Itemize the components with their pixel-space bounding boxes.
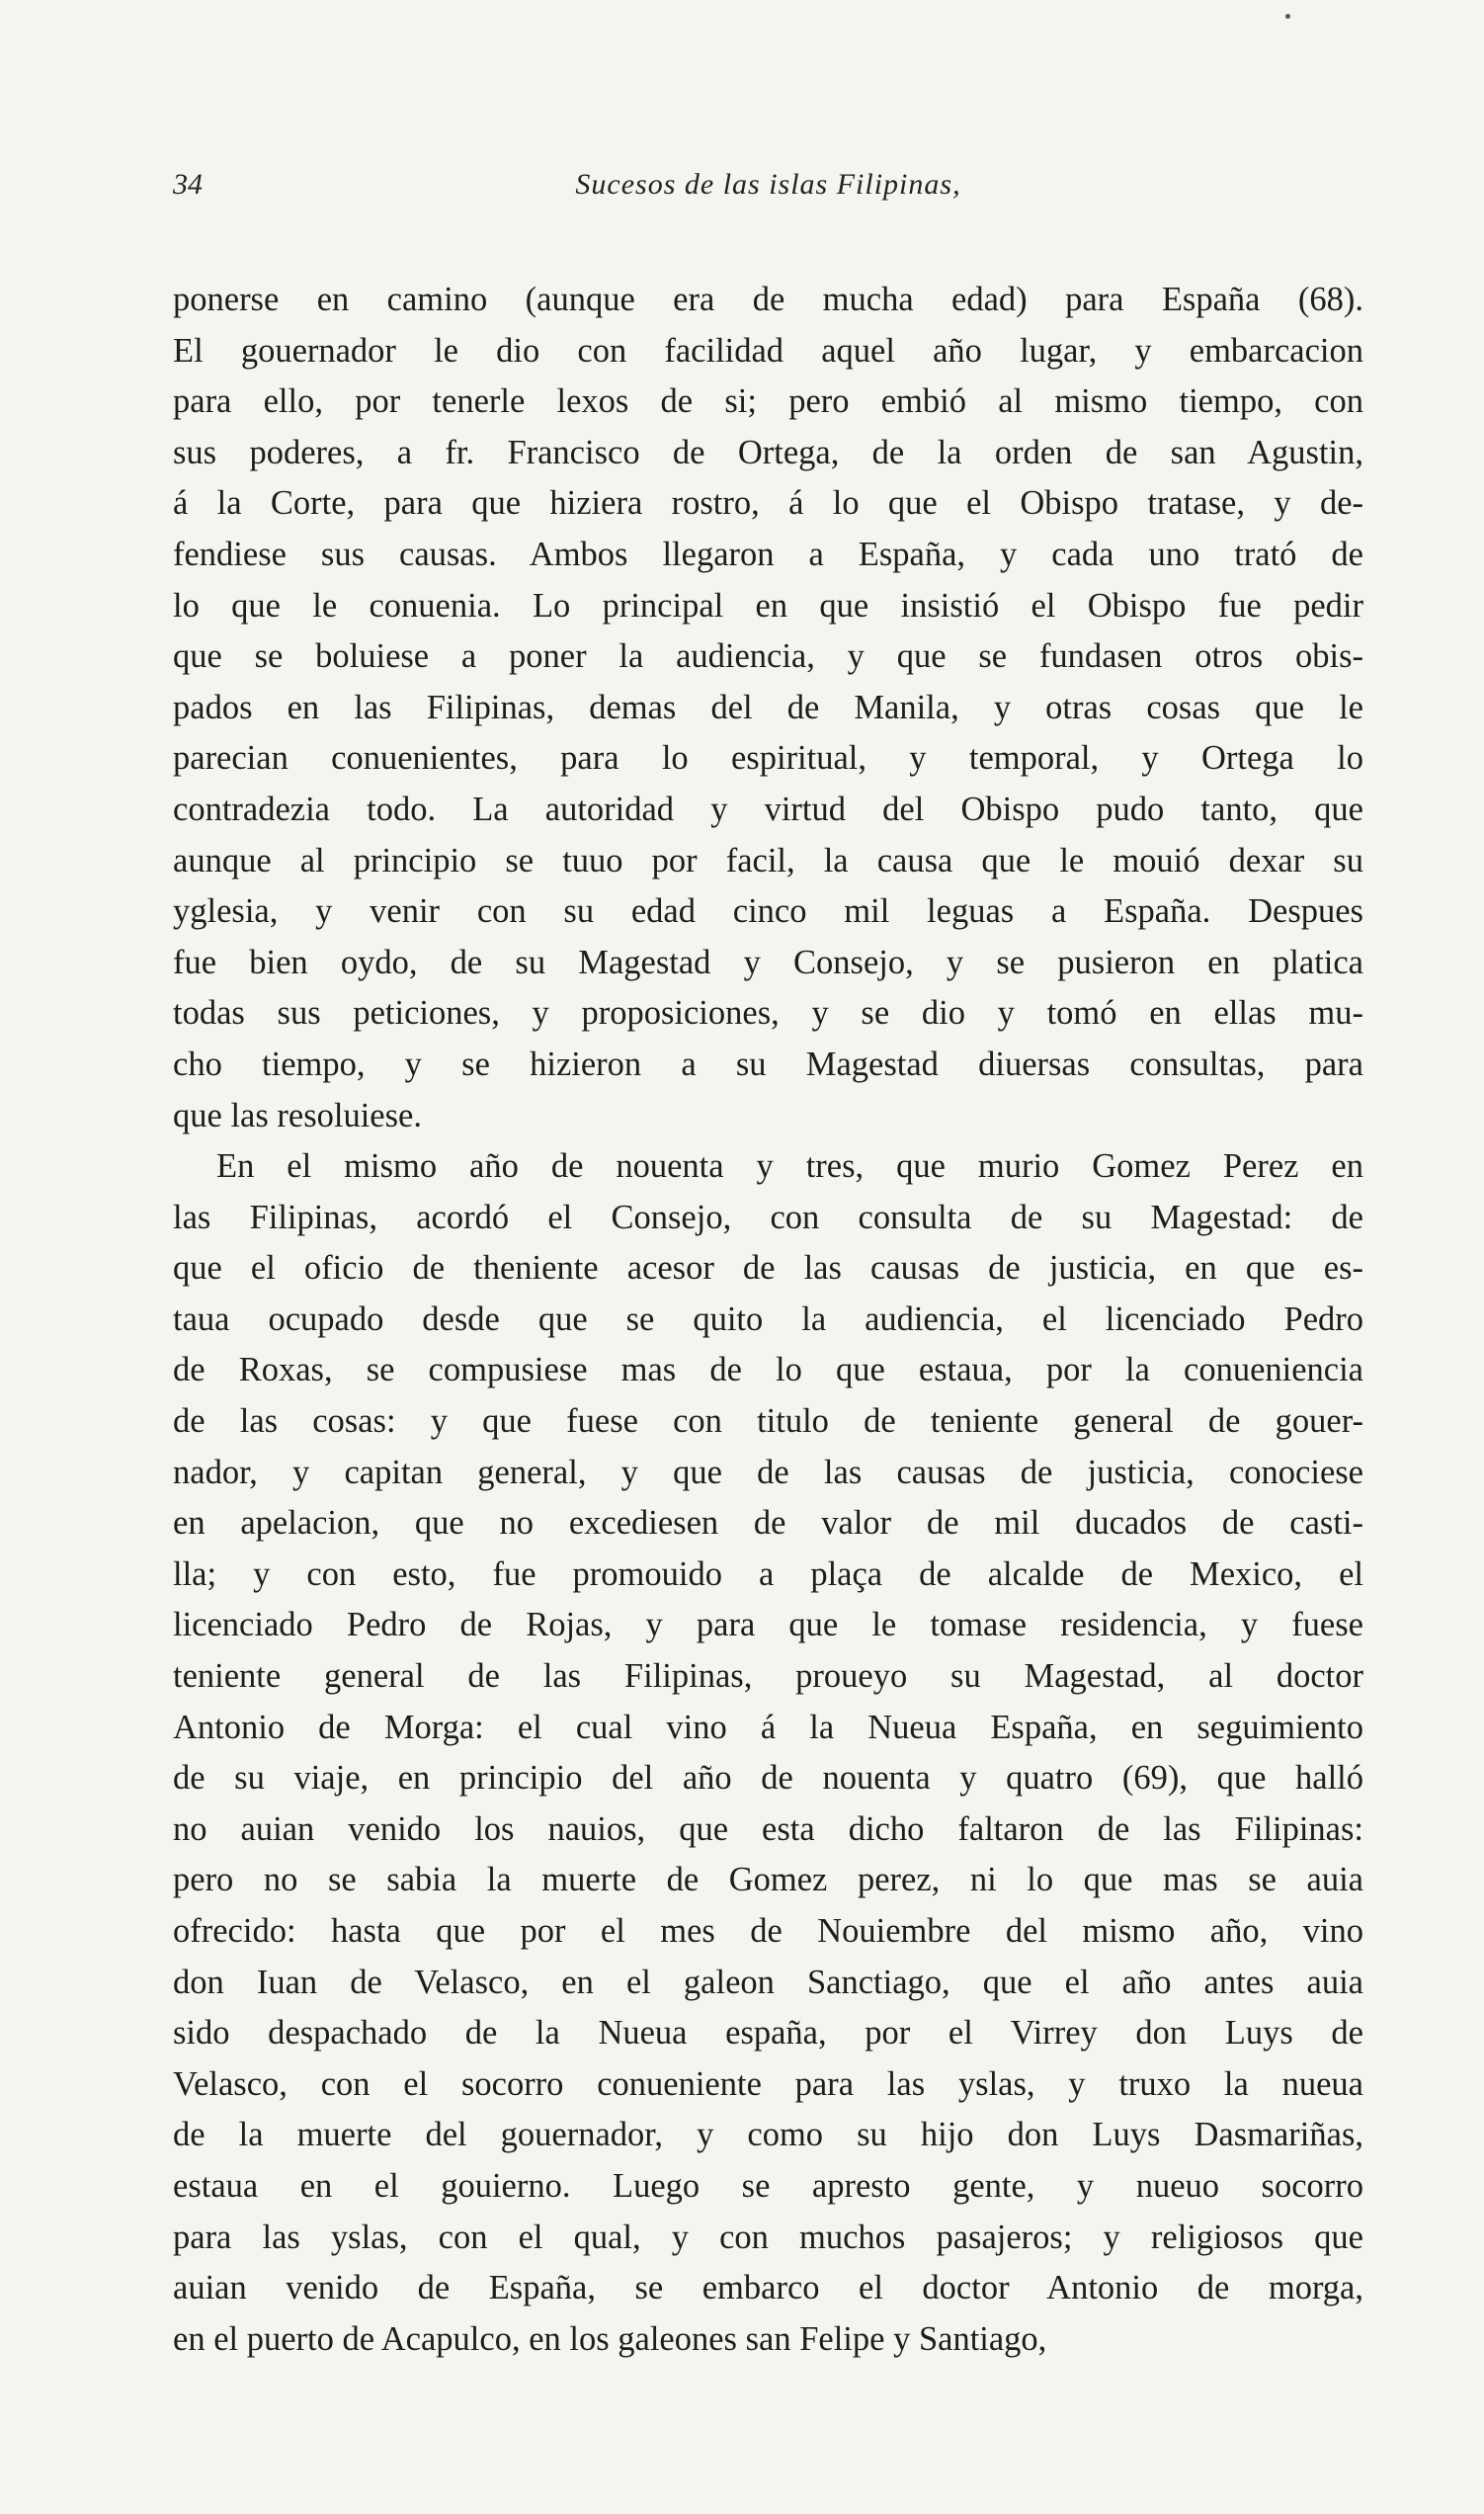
text-line: pados en las Filipinas, demas del de Manila, y otras cosas que le [173, 688, 1363, 726]
text-line: En el mismo año de nouenta y tres, que murio Gomez Perez en [216, 1147, 1363, 1186]
text-line: lo que le conuenia. Lo principal en que insistió el Obispo fue pedir [173, 586, 1363, 625]
text-line: de su viaje, en principio del año de nouenta y quatro (69), que halló [173, 1759, 1363, 1798]
text-line: Velasco, con el socorro conueniente para las yslas, y truxo la nueua [173, 2064, 1363, 2103]
text-line: que se boluiese a poner la audiencia, y que se fundasen otros obis- [173, 637, 1363, 676]
text-line: teniente general de las Filipinas, proueyo su Magestad, al doctor [173, 1657, 1363, 1696]
text-line: yglesia, y venir con su edad cinco mil leguas a España. Despues [173, 892, 1363, 931]
text-line: para las yslas, con el qual, y con muchos pasajeros; y religiosos que [173, 2218, 1363, 2256]
paragraph [173, 1141, 1363, 2365]
text-line: en el puerto de Acapulco, en los galeones san Felipe y Santiago, [173, 2319, 1047, 2358]
text-line: El gouernador le dio con facilidad aquel año lugar, y embarcacion [173, 331, 1363, 370]
text-line: fendiese sus causas. Ambos llegaron a España, y cada uno trató de [173, 535, 1363, 573]
text-line: Antonio de Morga: el cual vino á la Nueua España, en seguimiento [173, 1708, 1363, 1746]
text-line: lla; y con esto, fue promouido a plaça de alcalde de Mexico, el [173, 1554, 1363, 1593]
text-line: no auian venido los nauios, que esta dicho faltaron de las Filipinas: [173, 1809, 1363, 1848]
text-line: todas sus peticiones, y proposiciones, y se dio y tomó en ellas mu- [173, 994, 1363, 1033]
text-line: don Iuan de Velasco, en el galeon Sanctiago, que el año antes auia [173, 1963, 1363, 2001]
body-text [173, 275, 1363, 2365]
text-line: de la muerte del gouernador, y como su hijo don Luys Dasmariñas, [173, 2116, 1363, 2154]
text-line: á la Corte, para que hiziera rostro, á lo que el Obispo tratase, y de- [173, 484, 1363, 523]
text-line: que las resoluiese. [173, 1096, 422, 1134]
text-line: sido despachado de la Nueua españa, por el Virrey don Luys de [173, 2014, 1363, 2053]
text-line: sus poderes, a fr. Francisco de Ortega, de la orden de san Agustin, [173, 433, 1363, 471]
running-title: Sucesos de las islas Filipinas, [575, 168, 961, 201]
text-line: nador, y capitan general, y que de las causas de justicia, conociese [173, 1453, 1363, 1491]
text-line: cho tiempo, y se hizieron a su Magestad diuersas consultas, para [173, 1045, 1363, 1083]
text-line: estaua en el gouierno. Luego se apresto gente, y nueuo socorro [173, 2166, 1363, 2205]
text-line: pero no se sabia la muerte de Gomez perez, ni lo que mas se auia [173, 1861, 1363, 1899]
text-line: de las cosas: y que fuese con titulo de teniente general de gouer- [173, 1402, 1363, 1441]
text-line: que el oficio de theniente acesor de las causas de justicia, en que es- [173, 1249, 1363, 1288]
text-line: en apelacion, que no excediesen de valor de mil ducados de casti- [173, 1504, 1363, 1543]
page-number: 34 [173, 168, 203, 201]
text-line: las Filipinas, acordó el Consejo, con consulta de su Magestad: de [173, 1198, 1363, 1236]
scan-speck [1285, 14, 1290, 19]
text-line: para ello, por tenerle lexos de si; pero embió al mismo tiempo, con [173, 382, 1363, 421]
text-line: ofrecido: hasta que por el mes de Nouiembre del mismo año, vino [173, 1912, 1363, 1950]
text-line: parecian conuenientes, para lo espiritual, y temporal, y Ortega lo [173, 739, 1363, 778]
text-line: aunque al principio se tuuo por facil, la causa que le mouió dexar su [173, 841, 1363, 880]
text-line: licenciado Pedro de Rojas, y para que le tomase residencia, y fuese [173, 1606, 1363, 1644]
text-line: auian venido de España, se embarco el doctor Antonio de morga, [173, 2269, 1363, 2307]
text-line: de Roxas, se compusiese mas de lo que estaua, por la conueniencia [173, 1351, 1363, 1389]
text-line: taua ocupado desde que se quito la audiencia, el licenciado Pedro [173, 1299, 1363, 1338]
running-head [173, 168, 1363, 217]
paragraph [173, 275, 1363, 1141]
text-line: contradezia todo. La autoridad y virtud del Obispo pudo tanto, que [173, 790, 1363, 828]
text-line: ponerse en camino (aunque era de mucha edad) para España (68). [173, 281, 1363, 318]
text-line: fue bien oydo, de su Magestad y Consejo, y se pusieron en platica [173, 943, 1363, 981]
